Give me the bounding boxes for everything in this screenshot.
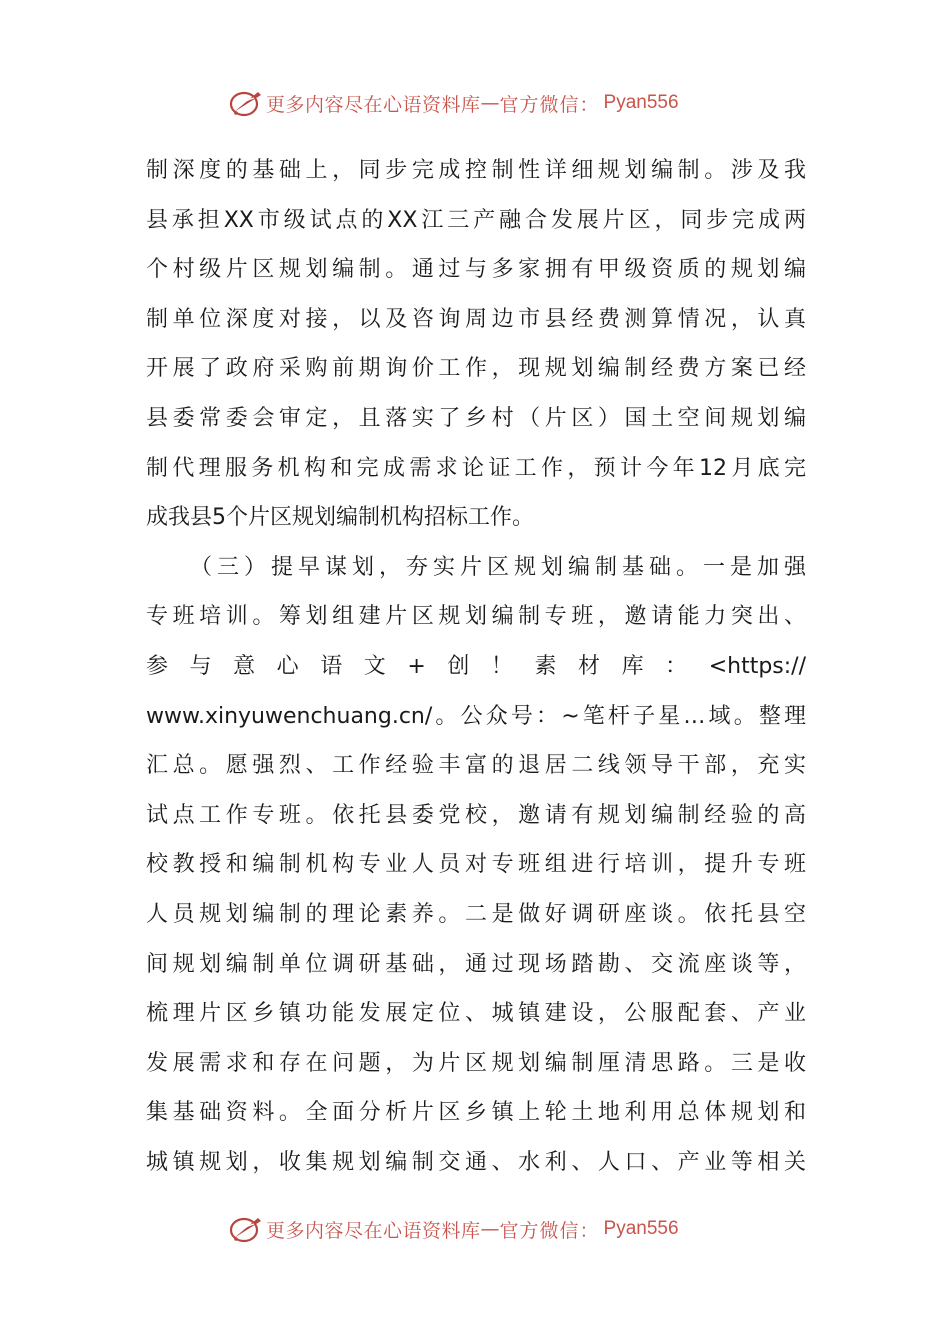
text-line: 制单位深度对接，以及咨询周边市县经费测算情况，认真: [146, 306, 806, 332]
text-line: 集基础资料。全面分析片区乡镇上轮土地利用总体规划和: [146, 1100, 806, 1126]
text-line: 制深度的基础上，同步完成控制性详细规划编制。涉及我: [146, 158, 806, 183]
text-line: 汇总。愿强烈、工作经验丰富的退居二线领导干部，充实: [146, 753, 806, 779]
footer-dash: —: [480, 1218, 500, 1240]
text-line: www.xinyuwenchuang.cn/。公众号：~笔杆子星…域。整理: [146, 703, 806, 729]
text-line: 县委常委会审定，且落实了乡村（片区）国土空间规划编: [146, 405, 806, 431]
text-line: 专班培训。筹划组建片区规划编制专班，邀请能力突出、: [146, 604, 806, 630]
text-line: 发展需求和存在问题，为片区规划编制厘清思路。三是收: [146, 1050, 806, 1076]
text-line: 制代理服务机构和完成需求论证工作，预计今年12月底完: [146, 455, 806, 481]
text-line: 人员规划编制的理论素养。二是做好调研座谈。依托县空: [146, 901, 806, 927]
text-line: 参与意心语文+创！素材库：<https://: [146, 653, 806, 679]
header-brand-text: 更多内容尽在心语资料库: [266, 93, 481, 116]
text-line: 县承担XX市级试点的XX江三产融合发展片区，同步完成两: [146, 207, 806, 233]
text-line: 个村级片区规划编制。通过与多家拥有甲级资质的规划编: [146, 257, 806, 283]
footer-banner: [228, 1212, 679, 1246]
text-line: 梳理片区乡镇功能发展定位、城镇建设，公服配套、产业: [146, 1001, 806, 1027]
quill-logo-icon: [228, 1212, 264, 1246]
section-heading-line: （三）提早谋划，夯实片区规划编制基础。一是加强: [190, 554, 806, 580]
header-dash: —: [480, 92, 500, 114]
text-line: 成我县5个片区规划编制机构招标工作。: [146, 505, 534, 531]
text-line: 城镇规划，收集规划编制交通、水利、人口、产业等相关: [146, 1149, 806, 1175]
text-line: 间规划编制单位调研基础，通过现场踏勘、交流座谈等，: [146, 951, 806, 977]
text-line: 试点工作专班。依托县委党校，邀请有规划编制经验的高: [146, 802, 806, 828]
footer-wechat-id: Pyan556: [603, 1218, 679, 1239]
header-banner: [228, 86, 679, 120]
footer-brand-text: 更多内容尽在心语资料库: [266, 1219, 481, 1242]
header-wechat-label: 官方微信：: [499, 93, 600, 116]
header-wechat-id: Pyan556: [603, 92, 679, 113]
text-line: 校教授和编制机构专业人员对专班组进行培训，提升专班: [146, 852, 806, 878]
footer-wechat-label: 官方微信：: [499, 1219, 600, 1242]
quill-logo-icon: [228, 86, 264, 120]
text-line: 开展了政府采购前期询价工作，现规划编制经费方案已经: [146, 356, 806, 382]
document-body: [146, 146, 806, 1187]
